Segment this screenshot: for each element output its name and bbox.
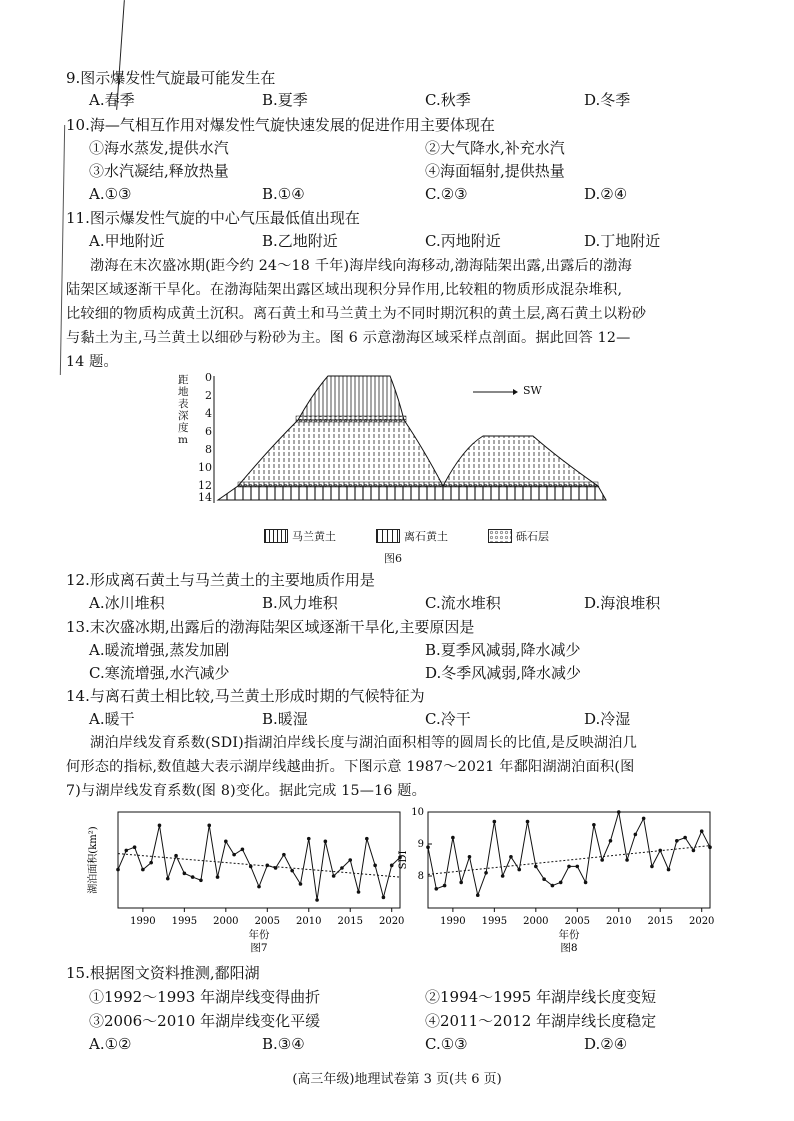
- fig8-data-point: [451, 836, 455, 840]
- q10-statement-4: ④海面辐射,提供热量: [425, 162, 565, 180]
- fig6-legend-gravel: [488, 528, 549, 544]
- fig8-data-point: [551, 884, 555, 888]
- q9-option-b: B.夏季: [262, 91, 308, 109]
- fig8-data-point: [443, 884, 447, 888]
- fig7-xtick-label: 2000: [213, 916, 239, 927]
- fig7-data-point: [290, 869, 294, 873]
- fig8-data-point: [501, 874, 505, 878]
- fig8-data-point: [434, 887, 438, 891]
- fig7-data-point: [124, 849, 128, 853]
- fig7-data-point: [299, 882, 303, 886]
- fig8-ytick-label: 8: [417, 871, 424, 882]
- fig7-data-point: [390, 864, 394, 868]
- gravel-pattern-icon: [488, 529, 512, 543]
- fig7-data-point: [241, 848, 245, 852]
- fig8-data-point: [658, 849, 662, 853]
- q10-option-c: C.②③: [425, 185, 468, 203]
- q13-option-c: C.寒流增强,水汽减少: [89, 664, 230, 682]
- fig8-xlabel: 年份: [558, 929, 580, 941]
- passage2-line-1: 湖泊岸线发育系数(SDI)指湖泊岸线长度与湖泊面积相等的圆周长的比值,是反映湖泊几: [90, 735, 638, 751]
- fig6-ytick: 10: [198, 461, 212, 474]
- fig7-data-point: [315, 898, 319, 902]
- q12-option-d: D.海浪堆积: [584, 594, 661, 612]
- passage1-line-4: 与黏土为主,马兰黄土以细砂与粉砂为主。图 6 示意渤海区域采样点剖面。据此回答 12—: [66, 330, 631, 346]
- fig8-data-point: [459, 881, 463, 885]
- fig6-arrow-head: [513, 389, 518, 395]
- fig7-data-point: [133, 845, 137, 849]
- fig8-data-point: [692, 849, 696, 853]
- fig8-data-point: [700, 829, 704, 833]
- fig8-data-point: [476, 893, 480, 897]
- fig7-data-point: [183, 872, 187, 876]
- fig7-ylabel: 湖泊面积(km²): [88, 826, 99, 894]
- fig8-data-point: [642, 817, 646, 821]
- fig6-ytick: 14: [198, 491, 212, 504]
- fig8-data-point: [592, 823, 596, 827]
- fig6-left-hill-lishi: [238, 420, 443, 486]
- passage1-line-1: 渤海在末次盛冰期(距今约 24～18 千年)海岸线向海移动,渤海陆架出露,出露后的渤海: [90, 258, 633, 274]
- q9-stem: 9.图示爆发性气旋最可能发生在: [66, 69, 276, 87]
- fig6-ytick: 6: [205, 425, 212, 438]
- fig8-xtick-label: 2015: [647, 916, 673, 927]
- q15-statement-3: ③2006～2010 年湖岸线变化平缓: [89, 1012, 321, 1030]
- malan-pattern-icon: [264, 529, 288, 543]
- fig7-data-point: [199, 878, 203, 882]
- fig8-data-point: [634, 833, 638, 837]
- fig8-xtick-label: 2000: [523, 916, 549, 927]
- fig8-ytick-label: 10: [411, 807, 424, 818]
- q11-option-c: C.丙地附近: [425, 232, 501, 250]
- fig8-ytick-label: 9: [417, 839, 424, 850]
- q14-option-b: B.暖湿: [262, 710, 308, 728]
- fig7-data-point: [216, 875, 220, 879]
- fig7-data-point: [307, 837, 311, 841]
- lishi-pattern-icon: [376, 529, 400, 543]
- fig8-data-point: [567, 865, 571, 869]
- fig6-gravel-band-left: [296, 416, 406, 422]
- q14-option-a: A.暖干: [89, 710, 135, 728]
- fig6-ytick: 0: [205, 371, 212, 384]
- figure-6: [178, 368, 608, 568]
- fig7-data-point: [207, 824, 211, 828]
- fig6-ytick: 8: [205, 443, 212, 456]
- q14-option-d: D.冷湿: [584, 710, 631, 728]
- fig8-caption: 图8: [560, 942, 578, 954]
- q13-option-d: D.冬季风减弱,降水减少: [425, 664, 582, 682]
- fig8-data-point: [708, 845, 712, 849]
- fig8-data-point: [667, 868, 671, 872]
- fig8-data-point: [584, 881, 588, 885]
- fig8-xtick-label: 2010: [606, 916, 632, 927]
- fig8-data-point: [575, 865, 579, 869]
- fig8-data-point: [426, 845, 430, 849]
- fig8-data-point: [493, 820, 497, 824]
- q13-option-b: B.夏季风减弱,降水减少: [425, 641, 581, 659]
- q15-option-b: B.③④: [262, 1035, 305, 1053]
- fig7-xtick-label: 2015: [337, 916, 363, 927]
- q10-option-d: D.②④: [584, 185, 628, 203]
- fig7-xlabel: 年份: [248, 929, 270, 941]
- fig7-xtick-label: 2005: [254, 916, 281, 927]
- q15-statement-4: ④2011～2012 年湖岸线长度稳定: [425, 1012, 657, 1030]
- q14-stem: 14.与离石黄土相比较,马兰黄土形成时期的气候特征为: [66, 687, 425, 705]
- fig6-legend-malan: [264, 528, 336, 544]
- q11-option-a: A.甲地附近: [89, 232, 165, 250]
- q9-option-c: C.秋季: [425, 91, 471, 109]
- fig6-direction-label: SW: [523, 384, 542, 397]
- fig6-right-hill-lishi: [443, 436, 598, 486]
- q12-stem: 12.形成离石黄土与马兰黄土的主要地质作用是: [66, 571, 375, 589]
- q15-statement-2: ②1994～1995 年湖岸线长度变短: [425, 988, 657, 1006]
- fig7-trend-line: [118, 854, 400, 877]
- fig6-base-layer: [218, 486, 606, 500]
- q9-option-a: A.春季: [89, 91, 135, 109]
- fig8-data-point: [650, 865, 654, 869]
- fig7-data-point: [141, 868, 145, 872]
- passage2-line-3: 7)与湖岸线发育系数(图 8)变化。据此完成 15—16 题。: [66, 783, 427, 799]
- fig7-data-point: [348, 858, 352, 862]
- q10-stem: 10.海—气相互作用对爆发性气旋快速发展的促进作用主要体现在: [66, 116, 495, 134]
- q12-option-b: B.风力堆积: [262, 594, 338, 612]
- fig7-data-point: [332, 874, 336, 878]
- fig8-xtick-label: 1995: [481, 916, 508, 927]
- fig7-data-point: [249, 865, 253, 869]
- fig7-data-point: [365, 837, 369, 841]
- fig6-legend-label: 马兰黄土: [292, 530, 336, 543]
- fig8-data-point: [683, 836, 687, 840]
- fig7-series-line: [118, 825, 400, 900]
- fig6-ytick: 12: [198, 479, 212, 492]
- q15-statement-1: ①1992～1993 年湖岸线变得曲折: [89, 988, 321, 1006]
- fig7-data-point: [340, 866, 344, 870]
- fig8-data-point: [559, 881, 563, 885]
- fig6-ytick: 2: [205, 389, 212, 402]
- fig7-xtick-label: 2020: [378, 916, 405, 927]
- fig8-data-point: [534, 865, 538, 869]
- fig8-data-point: [617, 810, 621, 814]
- q10-statement-2: ②大气降水,补充水汽: [425, 139, 565, 157]
- q13-option-a: A.暖流增强,蒸发加剧: [89, 641, 230, 659]
- fig8-data-point: [600, 858, 604, 862]
- q10-statement-1: ①海水蒸发,提供水汽: [89, 139, 229, 157]
- fig8-data-point: [542, 877, 546, 881]
- fig6-ytick: 4: [205, 407, 212, 420]
- q12-option-c: C.流水堆积: [425, 594, 501, 612]
- fig6-legend-label: 砾石层: [516, 530, 549, 543]
- fig7-data-point: [191, 875, 195, 879]
- q11-stem: 11.图示爆发性气旋的中心气压最低值出现在: [66, 209, 360, 227]
- q15-option-a: A.①②: [89, 1035, 132, 1053]
- fig7-caption: 图7: [250, 942, 268, 954]
- fig7-data-point: [265, 864, 269, 868]
- passage1-line-5: 14 题。: [66, 354, 118, 370]
- q13-stem: 13.末次盛冰期,出露后的渤海陆架区域逐渐干旱化,主要原因是: [66, 618, 475, 636]
- fig8-data-point: [609, 839, 613, 843]
- q12-option-a: A.冰川堆积: [89, 594, 165, 612]
- q11-option-d: D.丁地附近: [584, 232, 661, 250]
- fig7-data-point: [274, 866, 278, 870]
- fig6-caption: 图6: [384, 552, 402, 565]
- q11-option-b: B.乙地附近: [262, 232, 338, 250]
- fig7-data-point: [174, 854, 178, 858]
- q9-option-d: D.冬季: [584, 91, 631, 109]
- fig8-ylabel: SDI: [398, 850, 409, 870]
- fig7-xtick-label: 2010: [296, 916, 322, 927]
- q10-statement-3: ③水汽凝结,释放热量: [89, 162, 229, 180]
- fig7-data-point: [382, 896, 386, 900]
- fig8-data-point: [517, 868, 521, 872]
- figures-7-8-svg: [0, 800, 794, 960]
- page-footer: (高三年级)地理试卷第 3 页(共 6 页): [292, 1072, 502, 1087]
- fig6-legend-label: 离石黄土: [404, 530, 448, 543]
- passage2-line-2: 何形态的指标,数值越大表示湖岸线越曲折。下图示意 1987～2021 年鄱阳湖湖泊面积(图: [66, 759, 635, 775]
- fig8-xtick-label: 2005: [564, 916, 591, 927]
- fig7-data-point: [149, 861, 153, 865]
- fig7-data-point: [257, 885, 261, 889]
- fig7-xtick-label: 1995: [171, 916, 198, 927]
- fig7-data-point: [224, 840, 228, 844]
- fig7-data-point: [158, 824, 162, 828]
- q15-option-d: D.②④: [584, 1035, 628, 1053]
- fig8-data-point: [509, 855, 513, 859]
- fig8-data-point: [468, 855, 472, 859]
- passage1-line-2: 陆架区域逐渐干旱化。在渤海陆架出露区域出现积分异作用,比较粗的物质形成混杂堆积,: [66, 282, 623, 298]
- passage1-line-3: 比较细的物质构成黄土沉积。离石黄土和马兰黄土为不同时期沉积的黄土层,离石黄土以粉砂: [66, 306, 647, 322]
- fig7-data-point: [232, 853, 236, 857]
- fig7-data-point: [324, 840, 328, 844]
- fig8-series-line: [428, 812, 710, 895]
- fig8-data-point: [625, 858, 629, 862]
- fig8-data-point: [526, 820, 530, 824]
- fig6-profile-svg: [178, 368, 608, 513]
- q14-option-c: C.冷干: [425, 710, 471, 728]
- fig6-left-hill-malan: [298, 376, 404, 420]
- fig8-xtick-label: 2020: [688, 916, 715, 927]
- fig7-data-point: [166, 877, 170, 881]
- q10-option-b: B.①④: [262, 185, 305, 203]
- fig7-data-point: [357, 890, 361, 894]
- q10-option-a: A.①③: [89, 185, 132, 203]
- fig8-data-point: [484, 871, 488, 875]
- q15-stem: 15.根据图文资料推测,鄱阳湖: [66, 964, 260, 982]
- fig8-xtick-label: 1990: [440, 916, 466, 927]
- fig8-data-point: [675, 839, 679, 843]
- scan-edge-line-left: [60, 125, 65, 375]
- fig7-data-point: [373, 864, 377, 868]
- q15-option-c: C.①③: [425, 1035, 468, 1053]
- fig7-data-point: [116, 868, 120, 872]
- fig6-legend-lishi: [376, 528, 448, 544]
- fig7-xtick-label: 1990: [130, 916, 156, 927]
- fig7-data-point: [282, 853, 286, 857]
- fig6-ylabel: 距地表深度m: [178, 374, 189, 446]
